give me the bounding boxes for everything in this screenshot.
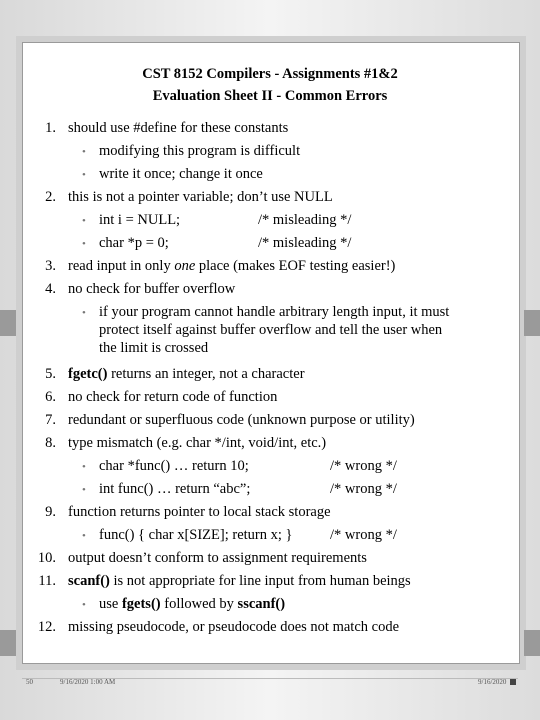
item-number: 6.	[45, 389, 56, 405]
page-number: 50	[26, 678, 33, 686]
sub-item-text: protect itself against buffer overflow and tell the user when	[99, 322, 443, 338]
item-text: no check for return code of function	[68, 389, 278, 405]
item-number: 7.	[45, 412, 56, 428]
sub-item-code: char *func() … return 10;	[99, 458, 249, 474]
item-text: function returns pointer to local stack storage	[68, 504, 331, 520]
item-text-emphasis: one	[174, 258, 196, 274]
item-text	[68, 573, 411, 590]
item-text: type mismatch (e.g. char */int, void/int, etc.)	[68, 435, 327, 451]
sub-item-code: int i = NULL;	[99, 212, 181, 228]
sub-item-text: the limit is crossed	[99, 340, 209, 356]
sub-item-text: modifying this program is difficult	[99, 143, 301, 159]
item-text: should use #define for these constants	[68, 120, 289, 136]
bullet-icon: •	[82, 169, 86, 181]
item-text-part: is not appropriate for line input from human beings	[109, 573, 411, 589]
footer-date-right: 9/16/2020	[478, 678, 507, 686]
code-term: fgetc()	[68, 366, 108, 382]
sub-item-text-part: use	[99, 596, 122, 612]
code-term: fgets()	[121, 596, 161, 612]
frame-tab-right-bottom	[524, 630, 540, 656]
item-number: 3.	[45, 258, 56, 274]
frame-tab-left-bottom	[0, 630, 16, 656]
sub-item-comment: /* wrong */	[330, 481, 397, 497]
bullet-icon: •	[82, 146, 86, 158]
item-number: 1.	[45, 120, 56, 136]
item-text	[68, 366, 305, 383]
frame-tab-left-top	[0, 310, 16, 336]
sub-item-code: char *p = 0;	[99, 235, 169, 251]
code-term: sscanf()	[237, 596, 286, 612]
sub-item-text	[99, 596, 285, 613]
sub-item-comment: /* wrong */	[330, 458, 397, 474]
item-text-part: place (makes EOF testing easier!)	[195, 258, 396, 274]
item-number: 10.	[37, 550, 56, 566]
bullet-icon: •	[82, 238, 86, 250]
bullet-icon: •	[82, 461, 86, 473]
sub-item-text: write it once; change it once	[99, 166, 263, 182]
bullet-icon: •	[82, 307, 86, 319]
sub-item-code: func() { char x[SIZE]; return x; }	[99, 527, 293, 543]
bullet-icon: •	[82, 484, 86, 496]
item-text: this is not a pointer variable; don’t use NULL	[68, 189, 333, 205]
item-text: redundant or superfluous code (unknown purpose or utility)	[68, 412, 415, 428]
sub-item-comment: /* misleading */	[258, 235, 352, 251]
sub-item-text: if your program cannot handle arbitrary length input, it must	[99, 304, 450, 320]
sub-item-comment: /* wrong */	[330, 527, 397, 543]
bullet-icon: •	[82, 599, 86, 611]
item-number: 9.	[45, 504, 56, 520]
item-text: no check for buffer overflow	[68, 281, 236, 297]
item-number: 12.	[37, 619, 56, 635]
item-text: missing pseudocode, or pseudocode does not match code	[68, 619, 400, 635]
bullet-icon: •	[82, 530, 86, 542]
sub-item-code: int func() … return “abc”;	[99, 481, 251, 497]
sub-item-text-part: followed by	[160, 596, 238, 612]
item-text-part: read input in only	[68, 258, 175, 274]
frame-tab-right-top	[524, 310, 540, 336]
title-line-2: Evaluation Sheet II - Common Errors	[152, 88, 388, 104]
item-number: 8.	[45, 435, 56, 451]
item-text-part: returns an integer, not a character	[107, 366, 305, 382]
item-text: output doesn’t conform to assignment requirements	[68, 550, 367, 566]
item-number: 11.	[38, 573, 56, 589]
item-text	[68, 258, 395, 275]
item-number: 5.	[45, 366, 56, 382]
footer-date-left: 9/16/2020 1:00 AM	[60, 678, 116, 686]
item-number: 2.	[45, 189, 56, 205]
item-number: 4.	[45, 281, 56, 297]
footer-square-icon	[510, 679, 516, 685]
title-line-1: CST 8152 Compilers - Assignments #1&2	[142, 66, 398, 82]
code-term: scanf()	[68, 573, 110, 589]
bullet-icon: •	[82, 215, 86, 227]
sub-item-comment: /* misleading */	[258, 212, 352, 228]
